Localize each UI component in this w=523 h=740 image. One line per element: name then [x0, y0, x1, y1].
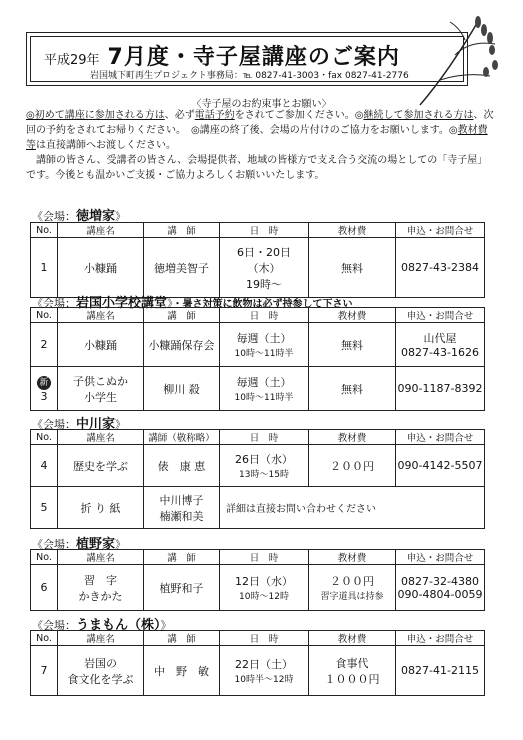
column-header: 教材費: [309, 631, 396, 646]
contact-phone: 090-1187-8392: [396, 367, 485, 411]
table-header-row: [31, 308, 485, 323]
venue-label-close: 》: [160, 619, 172, 632]
material-fee: [309, 565, 396, 611]
notice-text-first-time: ◎初めて講座に参加される方は: [26, 110, 165, 121]
notice-paragraph-1: [26, 108, 496, 153]
schedule-date: 毎週（土）: [236, 376, 292, 389]
venue-table: [30, 307, 485, 411]
column-header: 日 時: [220, 430, 309, 445]
row-number-cell: [31, 367, 58, 411]
venue-table: [30, 630, 485, 696]
teacher-name: 俵 康 恵: [144, 445, 220, 487]
schedule-date: 6日・20日: [237, 245, 291, 259]
contact-info: [396, 565, 485, 611]
course-schedule: [220, 565, 309, 611]
notice-text: 、必ず: [164, 110, 195, 121]
column-header: No.: [31, 223, 58, 238]
schedule-time: 13時～15時: [239, 470, 289, 480]
schedule-date: 22日（土）: [235, 658, 293, 671]
contact-phone: 0827-41-2115: [396, 646, 485, 696]
venue-label-close: 》: [115, 210, 127, 223]
column-header: 申込・お問合せ: [396, 430, 485, 445]
page-title: 7月度・寺子屋講座のご案内: [107, 45, 400, 70]
column-header: 日 時: [220, 308, 309, 323]
column-header: 教材費: [309, 550, 396, 565]
column-header: 講 師: [144, 631, 220, 646]
teacher-name: 小糠踊保存会: [144, 323, 220, 367]
row-number: 2: [31, 323, 58, 367]
teacher-name: 中 野 敏: [144, 646, 220, 696]
column-header: 講座名: [58, 550, 144, 565]
column-header: 教材費: [309, 308, 396, 323]
material-fee: 無料: [309, 238, 396, 298]
course-schedule: [220, 323, 309, 367]
table-row: [31, 238, 485, 298]
venue-table: [30, 222, 485, 298]
material-fee-amount: １０００円: [324, 672, 380, 686]
column-header: 日 時: [220, 550, 309, 565]
venue-label: 《会場：: [32, 297, 76, 310]
contact-phone: 0827-32-4380: [401, 574, 479, 588]
column-header: 講座名: [58, 430, 144, 445]
notice-text: は直接講師へお渡しください。: [36, 140, 176, 151]
material-fee: 無料: [309, 323, 396, 367]
office-contact: 岩国城下町再生プロジェクト事務局：℡ 0827-41-3003・fax 0827-41-2776: [90, 71, 409, 81]
venue-label: 《会場：: [32, 619, 76, 632]
table-row: [31, 487, 485, 529]
material-fee-label: 食事代: [335, 656, 369, 670]
column-header: 申込・お問合せ: [396, 223, 485, 238]
schedule-date: 26日（水）: [235, 453, 293, 466]
table-row: [31, 367, 485, 411]
table-header-row: [31, 631, 485, 646]
column-header: No.: [31, 430, 58, 445]
course-name: 小糠踊: [58, 238, 144, 298]
teacher-name: 柳川 殺: [144, 367, 220, 411]
table-row: [31, 646, 485, 696]
venue-note: ・暑さ対策に飲物は必ず持参して下さい: [172, 299, 353, 310]
table-header-row: [31, 550, 485, 565]
venue-name: 徳増家: [76, 209, 116, 224]
table-row: [31, 565, 485, 611]
venue-table: [30, 429, 485, 529]
venue-name: うまもん（株）: [76, 618, 161, 633]
venue-name: 植野家: [76, 537, 116, 552]
contact-info: [396, 323, 485, 367]
venue-name: 岩国小学校講堂: [76, 296, 168, 311]
venue-label-close: 》: [115, 418, 127, 431]
column-header: 教材費: [309, 223, 396, 238]
contact-name: 山代屋: [423, 332, 457, 345]
column-header: 日 時: [220, 631, 309, 646]
venue-label: 《会場：: [32, 210, 76, 223]
table-header-row: [31, 223, 485, 238]
row-number: 7: [31, 646, 58, 696]
course-name-line: かきかた: [78, 589, 123, 603]
column-header: No.: [31, 631, 58, 646]
column-header: 講師（敬称略）: [144, 430, 220, 445]
course-schedule: [220, 445, 309, 487]
column-header: 講 師: [144, 308, 220, 323]
row-number: 1: [31, 238, 58, 298]
row-number: 3: [40, 389, 48, 403]
column-header: No.: [31, 308, 58, 323]
notice-text-phone-reservation: 電話予約: [194, 110, 235, 121]
schedule-time: 10時～12時: [239, 592, 289, 602]
notice-text-materials: 教材費等: [26, 125, 488, 151]
course-name: 歴史を学ぶ: [58, 445, 144, 487]
schedule-date: 毎週（土）: [236, 332, 292, 345]
course-name-line: 小学生: [84, 390, 117, 404]
venue-label-close: 》: [167, 297, 173, 310]
material-fee: ２００円: [309, 445, 396, 487]
venue-label-close: 》: [115, 538, 127, 551]
venue-label: 《会場：: [32, 538, 76, 551]
year-label: 平成29年: [44, 53, 100, 68]
column-header: 申込・お問合せ: [396, 631, 485, 646]
notice-text: 、次回の予約をされてお帰りください。 ◎講座の終了後、会場の片付けのご協力をお願いします。◎: [26, 110, 494, 136]
course-detail-note: 詳細は直接お問い合わせください: [220, 487, 485, 529]
column-header: 講座名: [58, 308, 144, 323]
course-schedule: [220, 367, 309, 411]
contact-phone: 0827-43-2384: [396, 238, 485, 298]
notice-text-continuing: 継続して参加される方は: [363, 110, 474, 121]
course-name-line: 習 字: [84, 573, 117, 587]
row-number: 6: [31, 565, 58, 611]
course-name-line: 食文化を学ぶ: [67, 672, 134, 686]
column-header: No.: [31, 550, 58, 565]
new-badge: 新: [37, 376, 51, 390]
course-name: [58, 565, 144, 611]
material-fee-amount: ２００円: [330, 575, 374, 588]
table-row: [31, 323, 485, 367]
column-header: 講 師: [144, 550, 220, 565]
column-header: 申込・お問合せ: [396, 308, 485, 323]
material-fee-note: 習字道具は持参: [320, 592, 384, 602]
schedule-time: 10時～11時半: [234, 349, 294, 359]
table-header-row: [31, 430, 485, 445]
venue-name: 中川家: [76, 417, 116, 432]
title-row: [44, 40, 400, 71]
teacher-name: 植野和子: [144, 565, 220, 611]
notice-text: [26, 108, 496, 183]
column-header: 日 時: [220, 223, 309, 238]
course-name: [58, 367, 144, 411]
teacher-name: 徳増美智子: [144, 238, 220, 298]
column-header: 講 師: [144, 223, 220, 238]
notice-heading: 〈寺子屋のお約束事とお願い〉: [191, 99, 332, 110]
course-name: 折 り 紙: [58, 487, 144, 529]
course-name: 小糠踊: [58, 323, 144, 367]
schedule-time: 19時～: [246, 277, 282, 291]
contact-phone: 0827-43-1626: [401, 346, 479, 359]
material-fee: [309, 646, 396, 696]
schedule-date: 12日（水）: [235, 575, 293, 588]
column-header: 講座名: [58, 223, 144, 238]
teacher-name: [144, 487, 220, 529]
course-schedule: [220, 238, 309, 298]
venue-label: 《会場：: [32, 418, 76, 431]
notice-text: をされてご参加ください。◎: [234, 110, 364, 121]
material-fee: 無料: [309, 367, 396, 411]
venue-table: [30, 549, 485, 611]
schedule-weekday: （木）: [247, 261, 281, 275]
row-number: 4: [31, 445, 58, 487]
contact-phone: 090-4804-0059: [397, 587, 483, 601]
table-row: [31, 445, 485, 487]
column-header: 講座名: [58, 631, 144, 646]
teacher-name-line: 中川博子: [159, 493, 204, 507]
course-schedule: [220, 646, 309, 696]
course-name-line: 岩国の: [84, 656, 117, 670]
notice-paragraph-2: 講師の皆さん、受講者の皆さん、会場提供者、地域の皆様方で支え合う交流の場としての「寺子屋」です。今後とも温かいご支援・ご協力よろしくお願いいたします。: [26, 155, 488, 181]
teacher-name-line: 楠瀬和美: [159, 509, 204, 523]
course-name-line: 子供こぬか: [73, 374, 128, 388]
column-header: 申込・お問合せ: [396, 550, 485, 565]
contact-phone: 090-4142-5507: [396, 445, 485, 487]
row-number: 5: [31, 487, 58, 529]
course-name: [58, 646, 144, 696]
schedule-time: 10時～11時半: [234, 393, 294, 403]
schedule-time: 10時半～12時: [234, 675, 294, 685]
column-header: 教材費: [309, 430, 396, 445]
